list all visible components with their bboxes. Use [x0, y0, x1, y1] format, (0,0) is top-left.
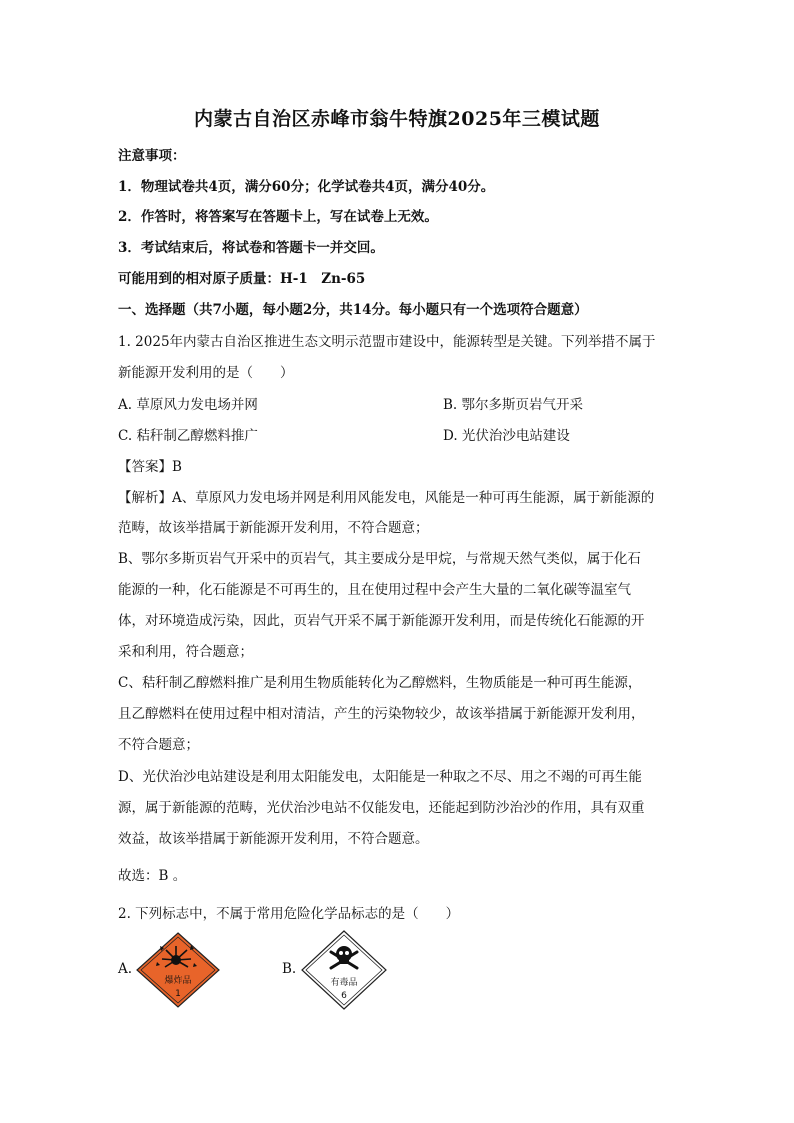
q1-analysis-line: 体，对环境造成污染，因此，页岩气开采不属于新能源开发利用，而是传统化石能源的开 [118, 613, 645, 629]
notes-heading: 注意事项： [118, 148, 186, 164]
q1-answer: 【答案】B [118, 459, 182, 475]
q1-option-b: B. 鄂尔多斯页岩气开采 [443, 397, 584, 413]
explosive-hazard-sign [136, 932, 220, 1008]
atomic-mass-note: 可能用到的相对原子质量：H-1 Zn-65 [118, 271, 366, 287]
note-item: 1．物理试卷共4页，满分60分；化学试卷共4页，满分40分。 [118, 179, 495, 195]
q1-analysis-line: 【解析】A、草原风力发电场并网是利用风能发电，风能是一种可再生能源，属于新能源的 [118, 490, 655, 506]
q1-analysis-line: 不符合题意； [118, 737, 199, 753]
q1-analysis-line: 范畴，故该举措属于新能源开发利用，不符合题意； [118, 520, 429, 536]
q1-analysis-line: D、光伏治沙电站建设是利用太阳能发电，太阳能是一种取之不尽、用之不竭的可再生能 [118, 769, 642, 785]
section-heading: 一、选择题（共7小题，每小题2分，共14分。每小题只有一个选项符合题意） [118, 302, 588, 318]
q1-analysis-line: 采和利用，符合题意； [118, 644, 253, 660]
q1-option-a: A. 草原风力发电场并网 [118, 397, 258, 413]
q1-stem: 新能源开发利用的是（ ） [118, 365, 294, 381]
q2-option-a-label: A. [118, 961, 133, 977]
note-item: 3．考试结束后，将试卷和答题卡一并交回。 [118, 240, 384, 256]
toxic-sign-number: 6 [341, 991, 347, 1001]
toxic-sign-text: 有毒品 [330, 978, 358, 988]
toxic-hazard-sign [301, 930, 387, 1010]
q1-stem: 1. 2025年内蒙古自治区推进生态文明示范盟市建设中，能源转型是关键。下列举措不属于 [118, 334, 656, 350]
q2-stem: 2. 下列标志中，不属于常用危险化学品标志的是（ ） [118, 906, 460, 922]
q1-conclusion: 故选：B 。 [118, 868, 187, 884]
explosive-sign-text: 爆炸品 [164, 976, 192, 986]
q2-option-b-label: B. [282, 961, 297, 977]
q1-analysis-line: C、秸秆制乙醇燃料推广是利用生物质能转化为乙醇燃料，生物质能是一种可再生能源， [118, 675, 642, 691]
note-item: 2．作答时，将答案写在答题卡上，写在试卷上无效。 [118, 209, 438, 225]
page-title: 内蒙古自治区赤峰市翁牛特旗2025年三模试题 [194, 108, 600, 130]
q1-option-d: D. 光伏治沙电站建设 [443, 428, 570, 444]
q1-analysis-line: B、鄂尔多斯页岩气开采中的页岩气，其主要成分是甲烷，与常规天然气类似，属于化石 [118, 551, 641, 567]
q1-analysis-line: 能源的一种，化石能源是不可再生的，且在使用过程中会产生大量的二氧化碳等温室气 [118, 582, 631, 598]
q1-analysis-line: 效益，故该举措属于新能源开发利用，不符合题意。 [118, 831, 429, 847]
explosive-sign-number: 1 [175, 989, 181, 999]
q1-analysis-line: 源，属于新能源的范畴，光伏治沙电站不仅能发电，还能起到防沙治沙的作用，具有双重 [118, 800, 645, 816]
q1-analysis-line: 且乙醇燃料在使用过程中相对清洁，产生的污染物较少，故该举措属于新能源开发利用， [118, 706, 645, 722]
q1-option-c: C. 秸秆制乙醇燃料推广 [118, 428, 258, 444]
